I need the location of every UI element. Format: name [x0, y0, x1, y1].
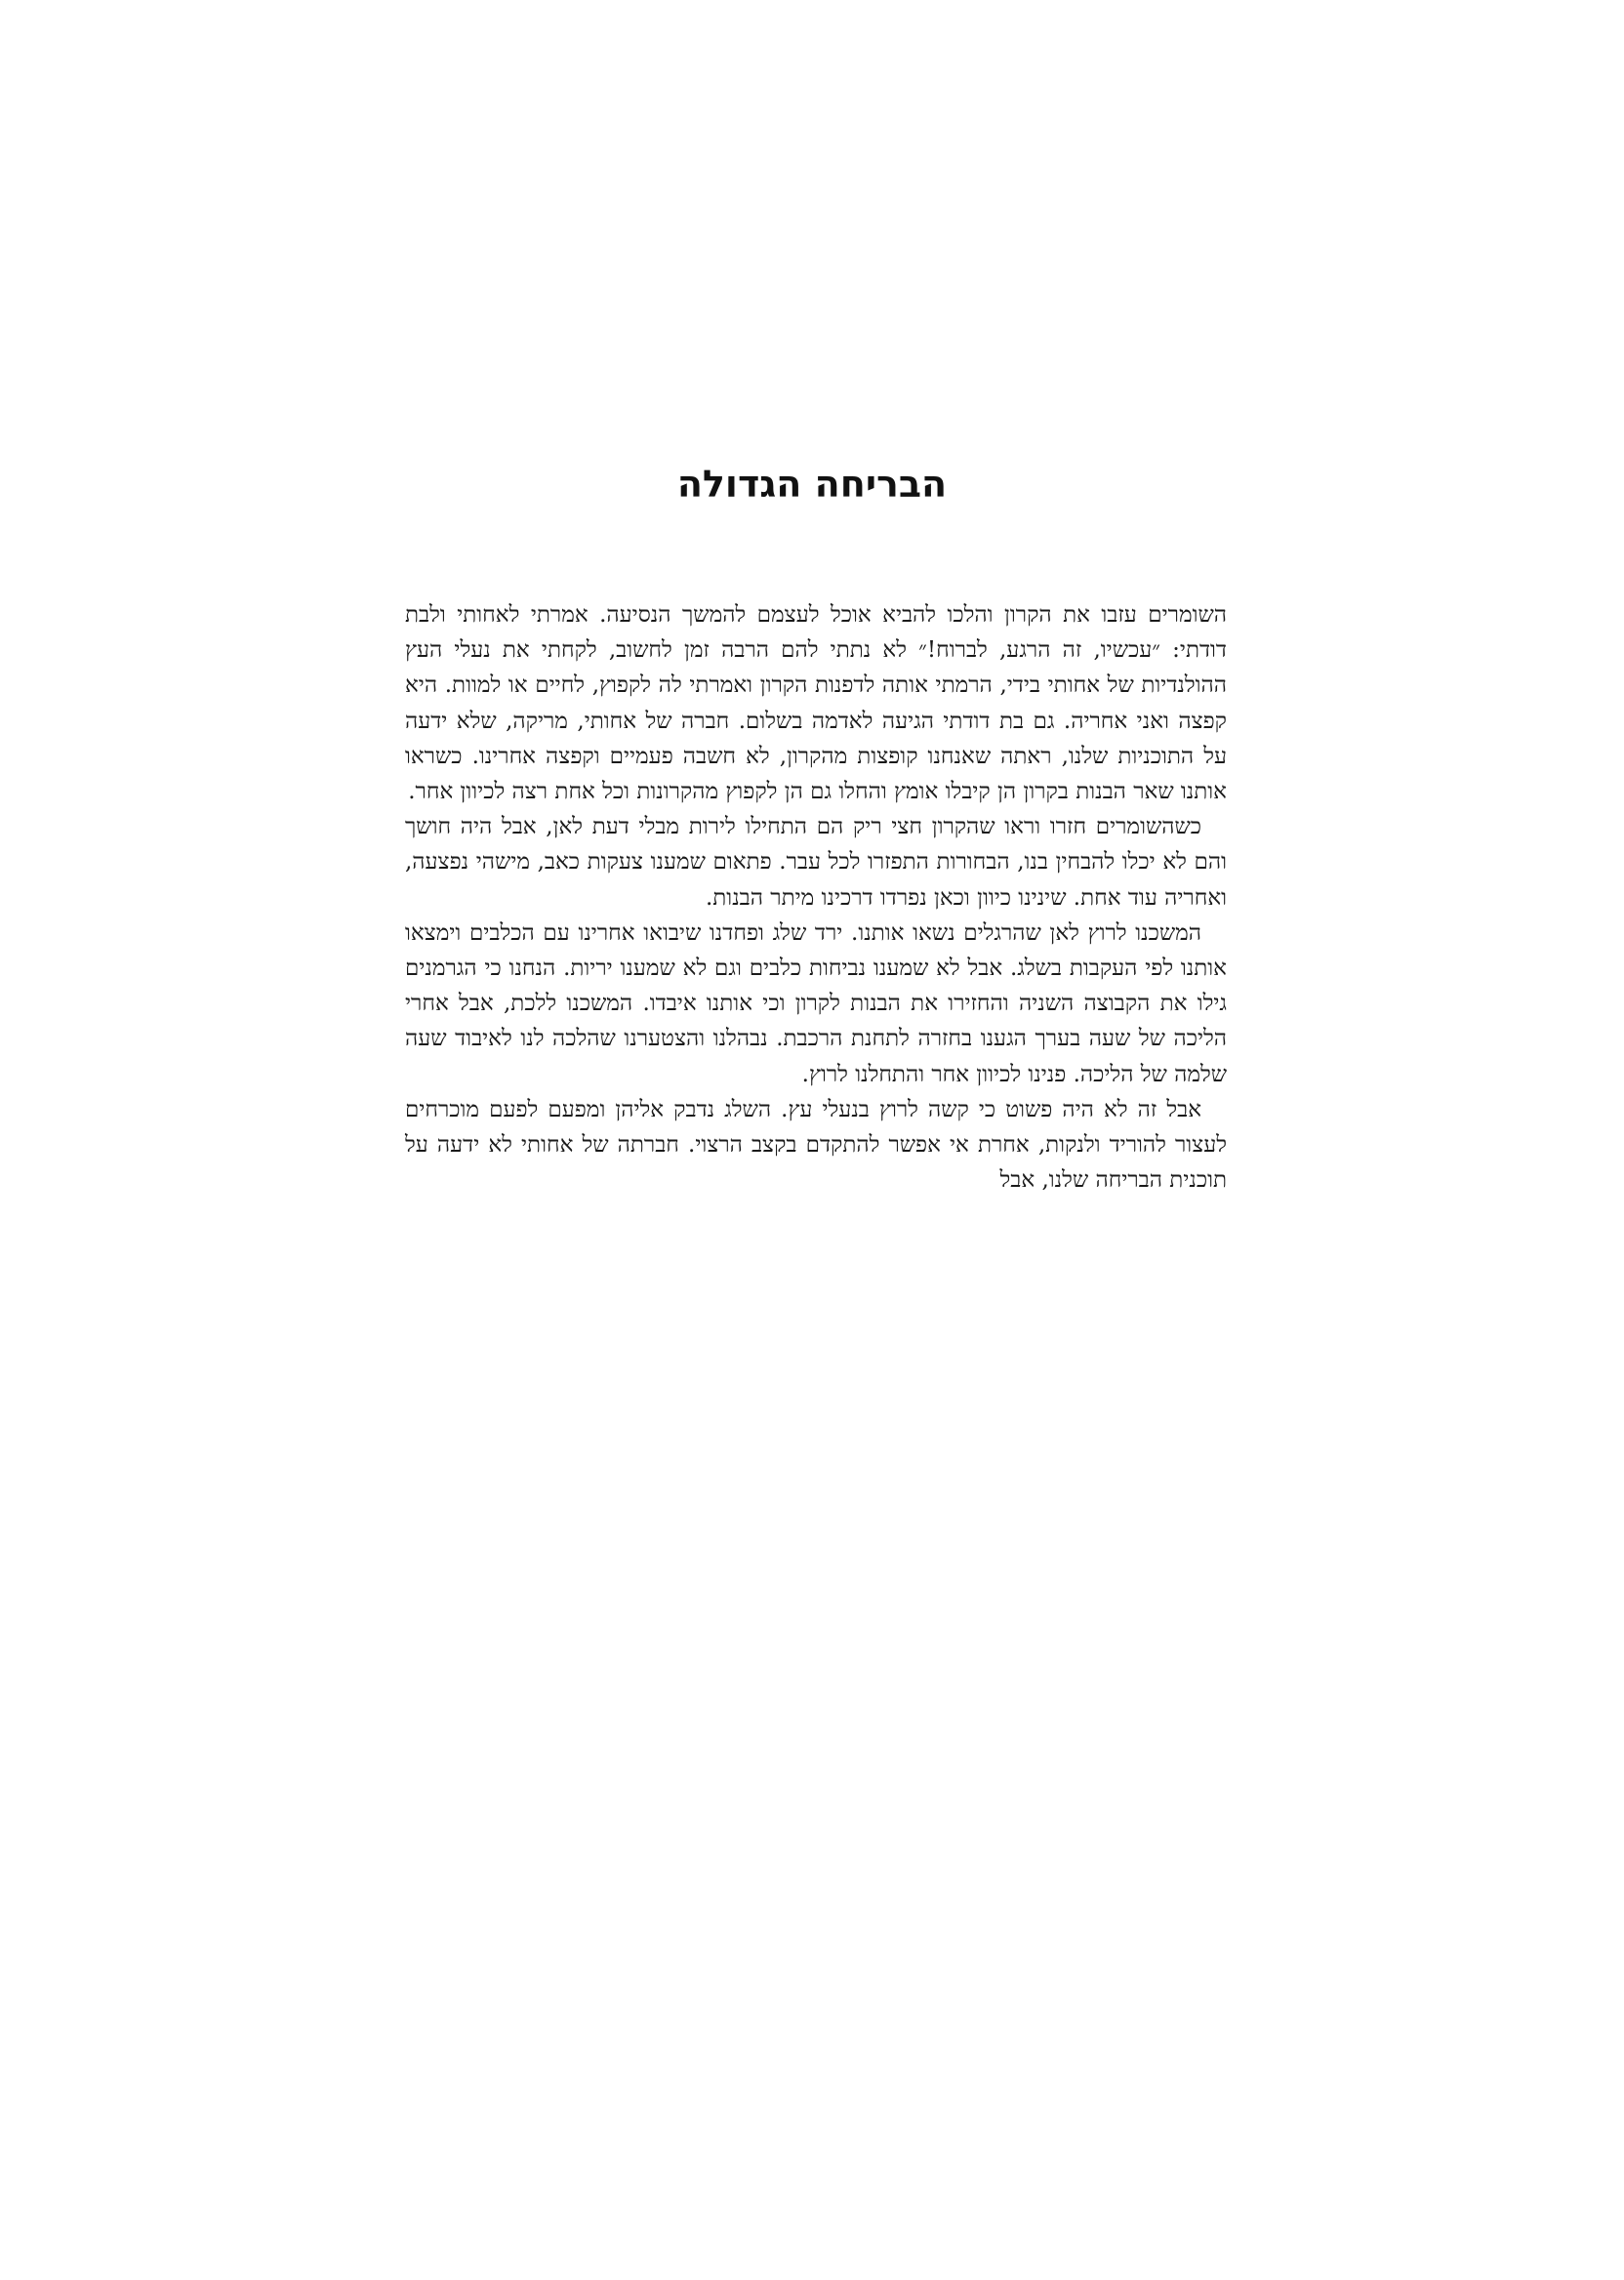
paragraph-4: אבל זה לא היה פשוט כי קשה לרוץ בנעלי עץ. השלג נדבק אליהן ומפעם לפעם מוכרחים לעצור להוריד ולנקות, אחרת אי אפשר להתקדם בקצב הרצוי. חברתה של אחותי לא ידעה על תוכנית הבריחה שלנו, אבל [405, 1096, 1227, 1194]
paragraph-1: השומרים עזבו את הקרון והלכו להביא אוכל לעצמם להמשך הנסיעה. אמרתי לאחותי ולבת דודתי: ״עכשיו, זה הרגע, לברוח!״ לא נתתי להם הרבה זמן לחשוב, לקחתי את נעלי העץ ההולנדיות של אחותי בידי, הרמתי אותה לדפנות הקרון ואמרתי לה לקפוץ, לחיים או למוות. היא קפצה ואני אחריה. גם בת דודתי הגיעה לאדמה בשלום. חברה של אחותי, מריקה, שלא ידעה על התוכניות שלנו, ראתה שאנחנו קופצות מהקרון, לא חשבה פעמיים וקפצה אחרינו. כשראו אותנו שאר הבנות בקרון הן קיבלו אומץ והחלו גם הן לקפוץ מהקרונות וכל אחת רצה לכיוון אחר. [405, 602, 1227, 805]
paragraph-3: המשכנו לרוץ לאן שהרגלים נשאו אותנו. ירד שלג ופחדנו שיבואו אחרינו עם הכלבים וימצאו אותנו לפי העקבות בשלג. אבל לא שמענו נביחות כלבים וגם לא שמענו יריות. הנחנו כי הגרמנים גילו את הקבוצה השניה והחזירו את הבנות לקרון וכי אותנו איבדו. המשכנו ללכת, אבל אחרי הליכה של שעה בערך הגענו בחזרה לתחנת הרכבת. נבהלנו והצטערנו שהלכה לנו לאיבוד שעה שלמה של הליכה. פנינו לכיוון אחר והתחלנו לרוץ. [405, 919, 1227, 1087]
paragraph-2: כשהשומרים חזרו וראו שהקרון חצי ריק הם התחילו לירות מבלי דעת לאן, אבל היה חושך והם לא יכלו להבחין בנו, הבחורות התפזרו לכל עבר. פתאום שמענו צעקות כאב, מישהי נפצעה, ואחריה עוד אחת. שינינו כיוון וכאן נפרדו דרכינו מיתר הבנות. [405, 814, 1227, 911]
chapter-title: הבריחה הגדולה [676, 463, 948, 506]
body-text [405, 597, 1227, 1198]
